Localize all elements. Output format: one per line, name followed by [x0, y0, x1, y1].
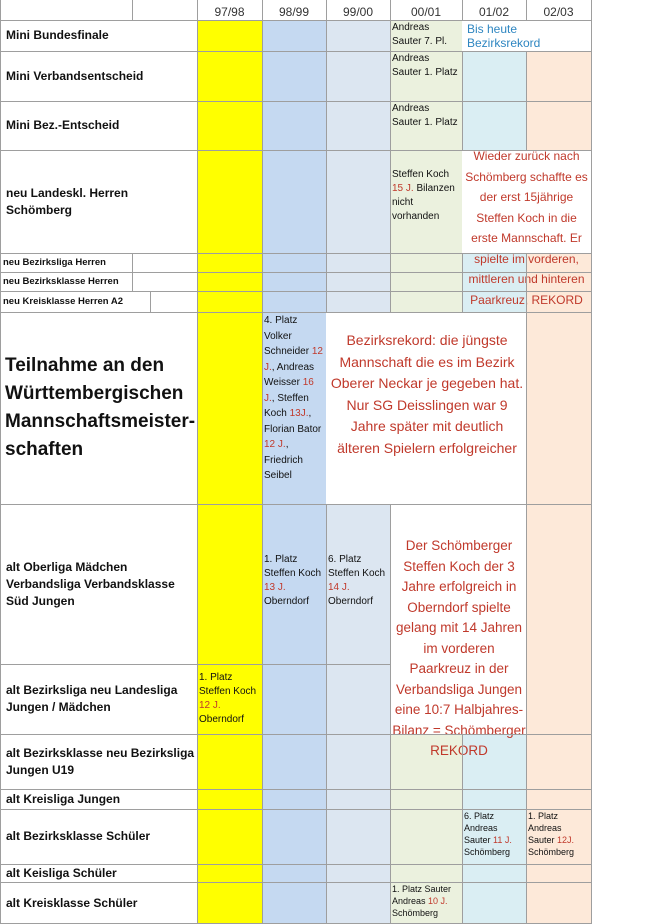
- age: 13 J.: [264, 582, 286, 593]
- text: 1. Platz Andreas Sauter: [528, 811, 562, 845]
- row-label-oberliga-maedchen: alt Oberliga Mädchen Verbandsliga Verbandsklasse Süd Jungen: [6, 559, 175, 608]
- cell-schueler-0203: [526, 809, 591, 864]
- year-header-0001: 00/01: [410, 5, 442, 19]
- row-label-bezirksliga-jungen: alt Bezirksliga neu Landesliga Jungen / Mädchen: [6, 683, 178, 714]
- text: Volker Schneider: [264, 330, 312, 357]
- text: 1. Platz Steffen Koch: [199, 672, 257, 697]
- age: 14 J.: [328, 582, 350, 593]
- row-label-bezirksklasse-u19: alt Bezirksklasse neu Bezirksliga Jungen U19: [6, 745, 195, 777]
- wuertt-record-note: Bezirksrekord: die jüngste Mannschaft die es im Bezirk Oberer Neckar je gegeben hat. Nur SG Deisslingen war 9 Jahre später mit deutlich älteren Spielern erfolgreicher: [330, 332, 524, 456]
- age: 10 J.: [428, 896, 448, 906]
- cell-bundesfinale-0001: Andreas Sauter 7. Pl.: [392, 22, 448, 47]
- age: 12 J.: [199, 700, 221, 711]
- text: 1. Platz Steffen Koch: [264, 554, 322, 579]
- age: 12J.: [557, 835, 575, 845]
- age: 13J.: [289, 408, 309, 419]
- cell-oberliga-9899: [262, 552, 326, 622]
- cell-bez-entscheid-0001: Andreas Sauter 1. Platz: [392, 103, 458, 128]
- text: 6. Platz Steffen Koch: [328, 554, 386, 579]
- text: 6. Platz Andreas Sauter: [464, 811, 498, 845]
- row-label-kreisliga-jungen: alt Kreisliga Jungen: [6, 791, 121, 806]
- row-label-keisliga-schueler: alt Keisliga Schüler: [6, 865, 117, 880]
- landeskl-record-note: Wieder zurück nach Schömberg schaffte es der erst 15jährige Steffen Koch in die erste Mannschaft. Er spielte im vorderen, mittleren und hinteren Paarkreuz, REKORD: [465, 149, 588, 307]
- cell-kreisklasse-0001: [390, 882, 462, 924]
- age: 12 J.: [264, 439, 286, 450]
- cell-oberliga-9900: [326, 552, 390, 622]
- year-header-9900: 99/00: [342, 5, 374, 19]
- age: 12 J.: [264, 346, 323, 373]
- oberliga-record-note: Der Schömberger Steffen Koch der 3 Jahre erfolgreich in Oberndorf spielte gelang mit 14 Jahren im vorderen Paarkreuz in der Verbandsliga Jungen eine 10:7 Halbjahres- Bilanz = Schömberger REKORD: [392, 538, 526, 758]
- column-fill-9798: [197, 20, 262, 924]
- row-label-kreisklasse-schueler: alt Kreisklasse Schüler: [6, 895, 138, 910]
- text: , Andreas Weisser: [264, 361, 315, 388]
- cell-landeskl-0001: [390, 150, 462, 253]
- row-label-landeskl-herren: neu Landeskl. Herren Schömberg: [6, 185, 129, 217]
- row-label-bezirksklasse-herren: neu Bezirksklasse Herren: [3, 276, 119, 287]
- text: Oberndorf: [264, 596, 310, 607]
- text: Schömberg: [392, 908, 439, 918]
- text: Steffen Koch: [392, 169, 450, 180]
- age: 11 J.: [493, 835, 512, 845]
- text: Oberndorf: [199, 714, 245, 725]
- row-label-mini-bundesfinale: Mini Bundesfinale: [6, 28, 109, 42]
- text: 4. Platz: [264, 315, 298, 326]
- cell-verbandsentscheid-0001: Andreas Sauter 1. Platz: [392, 53, 458, 78]
- age: 15 J.: [392, 183, 414, 194]
- bezirksrekord-note: Bis heute Bezirksrekord: [467, 21, 541, 50]
- year-header-0203: 02/03: [543, 5, 574, 19]
- text: , Friedrich Seibel: [264, 439, 303, 481]
- text: , Florian Bator: [264, 408, 322, 435]
- text: Schömberg: [464, 847, 511, 857]
- text: Bilanzen nicht vorhanden: [392, 183, 455, 222]
- row-label-kreisklasse-herren: neu Kreisklasse Herren A2: [3, 296, 124, 307]
- year-header-0102: 01/02: [478, 5, 510, 19]
- text: 1. Platz Sauter Andreas: [392, 884, 452, 906]
- row-label-bezirksklasse-schueler: alt Bezirksklasse Schüler: [6, 829, 151, 843]
- year-header-9798: 97/98: [214, 5, 245, 19]
- text: Oberndorf: [328, 596, 374, 607]
- cell-bezirksliga-9798: [197, 670, 262, 734]
- cell-wuertt-9899: [262, 312, 326, 504]
- age: 16 J.: [264, 377, 314, 404]
- row-label-mini-bez-entscheid: Mini Bez.-Entscheid: [6, 118, 120, 132]
- text: Schömberg: [528, 847, 575, 857]
- text: , Steffen Koch: [264, 392, 309, 419]
- cell-schueler-0102: [462, 809, 526, 864]
- row-label-wuerttemberg: Teilnahme an den Württembergischen Mannschaftsmeister-schaften: [5, 355, 196, 460]
- row-label-bezirksliga-herren: neu Bezirksliga Herren: [3, 257, 106, 268]
- year-header-9899: 98/99: [278, 5, 310, 19]
- row-label-mini-verbandsentscheid: Mini Verbandsentscheid: [6, 68, 144, 83]
